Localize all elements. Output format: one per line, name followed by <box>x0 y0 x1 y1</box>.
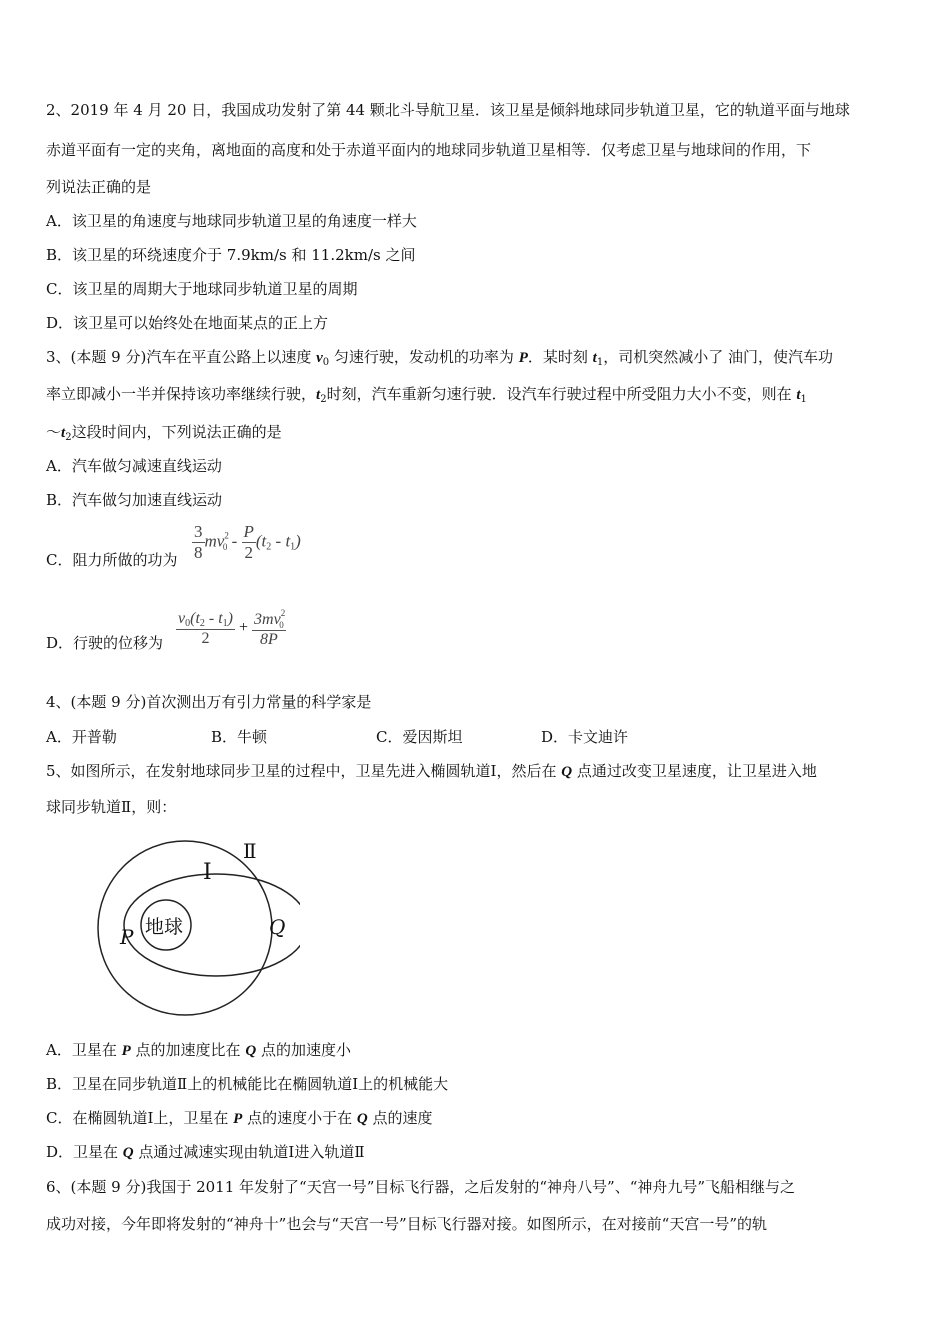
q3-stem-line3: $\sim t_2$这段时间内，下列说法正确的是 <box>46 423 282 443</box>
q2-stem-line1: 2、2019 年 4 月 20 日，我国成功发射了第 44 颗北斗导航卫星．该卫星是倾斜地球同步轨道卫星，它的轨道平面与地球 <box>46 101 850 119</box>
q2-option-c: C．该卫星的周期大于地球同步轨道卫星的周期 <box>46 280 358 298</box>
orbit-i-label: Ⅰ <box>203 860 212 885</box>
earth-label: 地球 <box>145 916 184 938</box>
q4-stem: 4、(本题 9 分)首次测出万有引力常量的科学家是 <box>46 693 372 711</box>
q5-option-d: D．卫星在 Q 点通过减速实现由轨道Ⅰ进入轨道Ⅱ <box>46 1143 365 1161</box>
q6-stem-line1: 6、(本题 9 分)我国于 2011 年发射了“天宫一号”目标飞行器，之后发射的“神舟八号”、“神舟九号”飞船相继与之 <box>46 1178 796 1196</box>
orbit-ii-label: Ⅱ <box>243 839 257 863</box>
point-p-label: P <box>120 925 134 949</box>
q3-stem-line1: 3、(本题 9 分)汽车在平直公路上以速度 $v_0$ 匀速行驶，发动机的功率为 P．某时刻 $t_1$，司机突然减小了 油门，使汽车功 <box>46 348 833 368</box>
q5-option-b: B．卫星在同步轨道Ⅱ上的机械能比在椭圆轨道Ⅰ上的机械能大 <box>46 1075 449 1093</box>
q3-formula-c: $\frac{3}{8}$ $mv^2_0$ - $\frac{P}{2}$ $(t_2 - t_1)$ <box>194 522 301 562</box>
q2-stem-line2: 赤道平面有一定的夹角，离地面的高度和处于赤道平面内的地球同步轨道卫星相等．仅考虑卫星与地球间的作用，下 <box>46 141 812 159</box>
q5-option-c: C．在椭圆轨道Ⅰ上，卫星在 P 点的速度小于在 Q 点的速度 <box>46 1109 433 1127</box>
q2-option-d: D．该卫星可以始终处在地面某点的正上方 <box>46 314 329 332</box>
q5-stem-line1: 5、如图所示，在发射地球同步卫星的过程中，卫星先进入椭圆轨道Ⅰ，然后在 Q 点通过改变卫星速度，让卫星进入地 <box>46 762 817 780</box>
q4-options <box>46 727 706 747</box>
q3-stem-line2: 率立即减小一半并保持该功率继续行驶，$t_2$时刻，汽车重新匀速行驶．设汽车行驶过程中所受阻力大小不变，则在 $t_1$ <box>46 385 807 405</box>
q5-option-a: A．卫星在 P 点的加速度比在 Q 点的加速度小 <box>46 1041 351 1059</box>
q4-option-c: C．爱因斯坦 <box>376 728 463 746</box>
q4-option-b: B．牛顿 <box>211 728 268 746</box>
q5-stem-line2: 球同步轨道Ⅱ，则： <box>46 798 177 816</box>
q3-option-d: D．行驶的位移为 <box>46 634 164 652</box>
q3-option-a: A．汽车做匀减速直线运动 <box>46 457 222 475</box>
q5-orbit-figure <box>80 830 300 1030</box>
q2-option-b: B．该卫星的环绕速度介于 7.9km/s 和 11.2km/s 之间 <box>46 246 416 264</box>
q2-option-a: A．该卫星的角速度与地球同步轨道卫星的角速度一样大 <box>46 212 417 230</box>
q3-option-b: B．汽车做匀加速直线运动 <box>46 491 223 509</box>
q6-stem-line2: 成功对接，今年即将发射的“神舟十”也会与“天宫一号”目标飞行器对接。如图所示，在对接前“天宫一号”的轨 <box>46 1215 768 1233</box>
q2-stem-line3: 列说法正确的是 <box>46 178 152 196</box>
q4-option-a: A．开普勒 <box>46 728 117 746</box>
q4-option-d: D．卡文迪许 <box>541 728 629 746</box>
q3-formula-d: $\frac{v_0(t_2 - t_1)}{2}$ + $\frac{3mv^2_0}{8P}$ <box>178 608 286 648</box>
point-q-label: Q <box>269 915 286 939</box>
q3-option-c: C．阻力所做的功为 <box>46 551 178 569</box>
